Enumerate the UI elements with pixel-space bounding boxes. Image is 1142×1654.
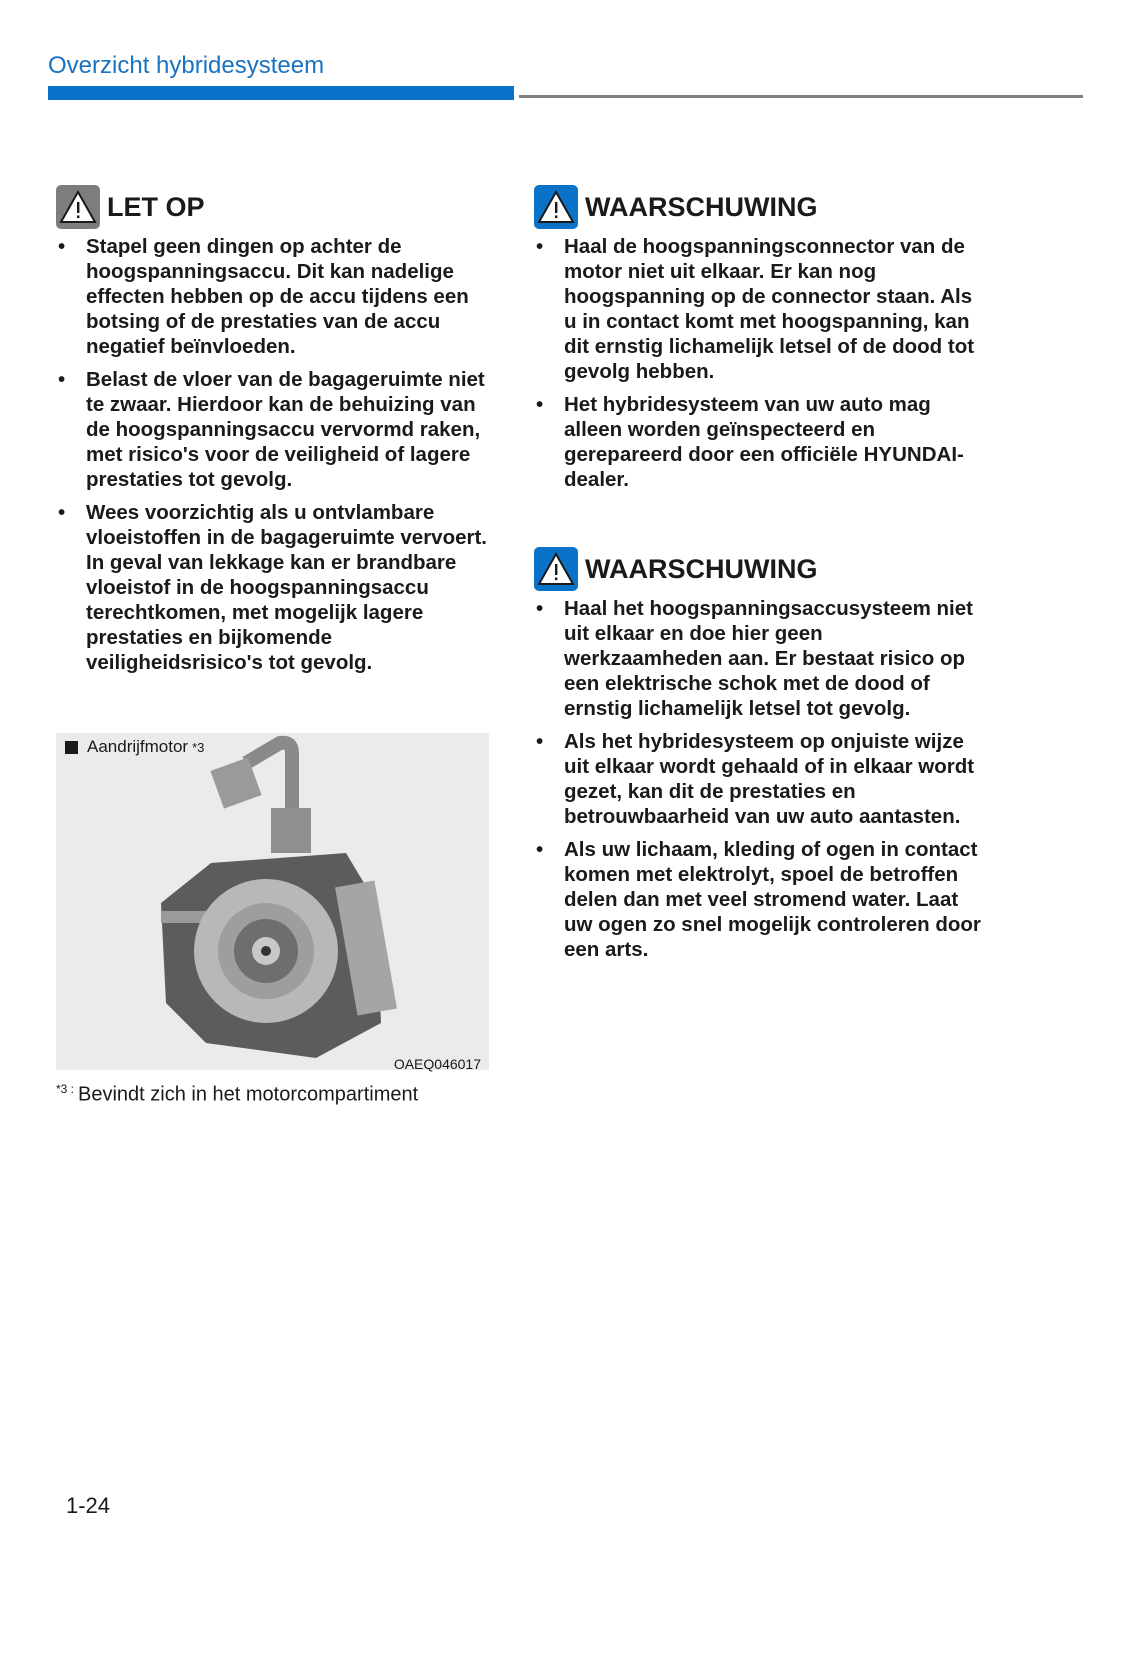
warning-title: WAARSCHUWING	[585, 191, 818, 222]
footnote: $^{*3 :}$ Bevindt zich in het motorcompartiment	[56, 1082, 419, 1106]
figure-caption: Aandrijfmotor	[87, 737, 189, 756]
page-number: 1-24	[66, 1493, 111, 1518]
warning-triangle-icon	[534, 547, 578, 591]
warning-box-1	[534, 184, 984, 500]
drive-motor-illustration	[56, 733, 489, 1070]
header-rule	[519, 95, 1083, 98]
warning-list	[534, 234, 984, 492]
list-item: • Wees voorzichtig als u ontvlambare vloeistoffen in de bagageruimte vervoert. In geval van lekkage kan er brandbare vloeistof in de hoogspanningsaccu terechtkomen, met mogelijk lagere prestaties en bijkomende veiligheidsrisico's tot gevolg.	[58, 501, 487, 674]
caution-box	[56, 184, 496, 683]
figure-code: OAEQ046017	[393, 1056, 481, 1072]
warning-triangle-icon	[56, 185, 100, 229]
list-item: • Als het hybridesysteem op onjuiste wijze uit elkaar wordt gehaald of in elkaar wordt gezet, kan dit de prestaties en betrouwbaarheid van uw auto aantasten.	[536, 730, 975, 828]
header-accent-bar	[48, 86, 514, 100]
list-item: • Als uw lichaam, kleding of ogen in contact komen met elektrolyt, spoel de betroffen delen dan met veel stromend water. Laat uw ogen zo snel mogelijk controleren door een arts.	[536, 838, 981, 961]
section-header: Overzicht hybridesysteem	[48, 52, 325, 79]
list-item: • Stapel geen dingen op achter de hoogspanningsaccu. Dit kan nadelige effecten hebben op de accu tijdens een botsing of de prestaties van de accu negatief beïnvloeden.	[58, 235, 469, 358]
caution-list	[56, 234, 496, 675]
list-item: • Belast de vloer van de bagageruimte niet te zwaar. Hierdoor kan de behuizing van de hoogspanningsaccu vervormd raken, met risico's voor de veiligheid of lagere prestaties tot gevolg.	[58, 368, 485, 491]
list-item: • Haal de hoogspanningsconnector van de motor niet uit elkaar. Er kan nog hoogspanning op de connector staan. Als u in contact komt met hoogspanning, kan dit ernstig lichamelijk letsel of de dood tot gevolg hebben.	[536, 235, 975, 383]
list-item: • Het hybridesysteem van uw auto mag alleen worden geïnspecteerd en gerepareerd door een officiële HYUNDAI-dealer.	[536, 393, 964, 491]
motor-figure: Aandrijfmotor *3 OAEQ046017	[56, 733, 489, 1070]
list-item: • Haal het hoogspanningsaccusysteem niet uit elkaar en doe hier geen werkzaamheden aan. Er bestaat risico op een elektrische schok met de dood of ernstig lichamelijk letsel tot gevolg.	[536, 597, 973, 720]
caution-title: LET OP	[107, 191, 205, 222]
warning-triangle-icon	[534, 185, 578, 229]
warning-list	[534, 596, 984, 962]
warning-box-2	[534, 546, 984, 970]
warning-title: WAARSCHUWING	[585, 553, 818, 584]
